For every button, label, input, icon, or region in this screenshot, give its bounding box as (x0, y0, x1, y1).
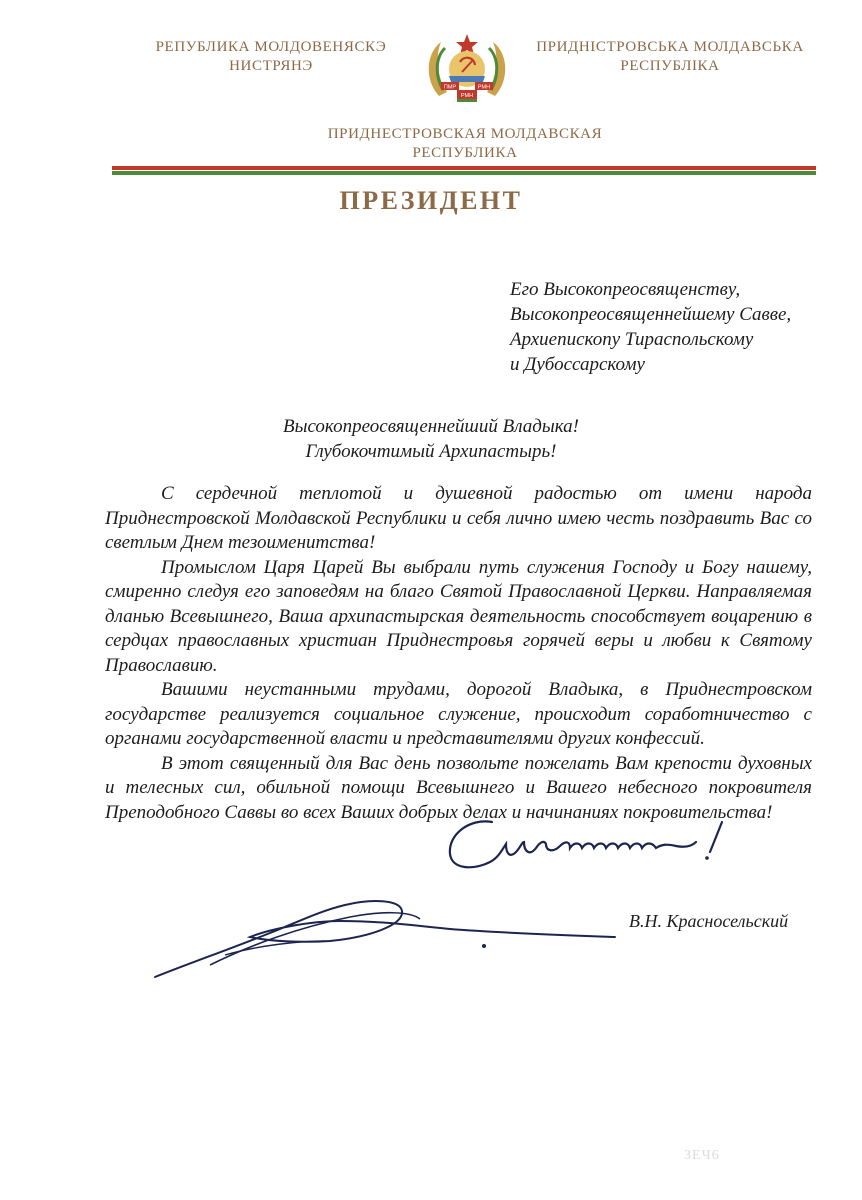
letterhead-left-line1: РЕПУБЛИКА МОЛДОВЕНЯСКЭ (155, 39, 387, 55)
state-emblem (417, 26, 517, 106)
addressee-block (510, 277, 850, 377)
handwritten-closing (440, 812, 760, 882)
letterhead-stripe-red (112, 166, 816, 170)
letter-body (105, 482, 812, 825)
emblem-ribbon-bottom: РМН (460, 93, 474, 99)
body-paragraph: С сердечной теплотой и душевной радостью от имени народа Приднестровской Молдавской Республики и себя лично имею честь поздравить Вас со светлым Днем тезоименитства! (105, 483, 812, 553)
body-paragraph: Вашими неустанными трудами, дорогой Владыка, в Приднестровском государстве реализуется социальное служение, происходит соработничество с органами государственной власти и представителями других конфессий. (105, 679, 812, 749)
body-paragraph: Промыслом Царя Царей Вы выбрали путь служения Господу и Богу нашему, смиренно следуя его заповедям на благо Святой Православной Церкви. Направляемая дланью Всевышнего, Ваша архипастырская деятельность способствует воцарению в сердцах православных христиан Приднестровья горячей веры и любви к Святому Православию. (105, 556, 812, 676)
emblem-ribbon-left: ПМР (443, 84, 457, 91)
document-title: ПРЕЗИДЕНТ (339, 186, 523, 215)
salutation-line: Глубокочтимый Архипастырь! (305, 441, 557, 462)
emblem-ribbon-right: РМН (477, 84, 491, 91)
addressee-line: и Дубоссарскому (510, 354, 645, 375)
letterhead-stripe-green (112, 171, 816, 175)
letterhead-right-line2: РЕСПУБЛІКА (620, 58, 720, 74)
letterhead-center-line1: ПРИДНЕСТРОВСКАЯ МОЛДАВСКАЯ (327, 126, 603, 142)
addressee-line: Архиепископу Тираспольскому (510, 329, 754, 350)
letterhead-left (140, 38, 402, 76)
letterhead-left-line2: НИСТРЯНЭ (229, 58, 313, 74)
letterhead-center (300, 125, 630, 163)
president-signature (150, 885, 620, 985)
signer-name: В.Н. Красносельский (629, 911, 789, 931)
addressee-line: Его Высокопреосвященству, (510, 279, 741, 300)
body-paragraph: В этот священный для Вас день позвольте пожелать Вам крепости духовных и телесных сил, обильной помощи Всевышнего и Вашего небесного покровителя Преподобного Саввы во всех Ваших добрых делах и начинаниях покровительства! (105, 752, 812, 823)
salutation-line: Высокопреосвященнейший Владыка! (282, 416, 579, 437)
salutation (0, 414, 862, 464)
letterhead-right-line1: ПРИДНІСТРОВСЬКА МОЛДАВСЬКА (536, 39, 804, 55)
letterhead-center-line2: РЕСПУБЛИКА (412, 145, 518, 161)
faint-stamp: ЗЕЧ6 (684, 1148, 720, 1163)
addressee-line: Высокопреосвященнейшему Савве, (510, 304, 792, 325)
letterhead-right (525, 38, 815, 76)
